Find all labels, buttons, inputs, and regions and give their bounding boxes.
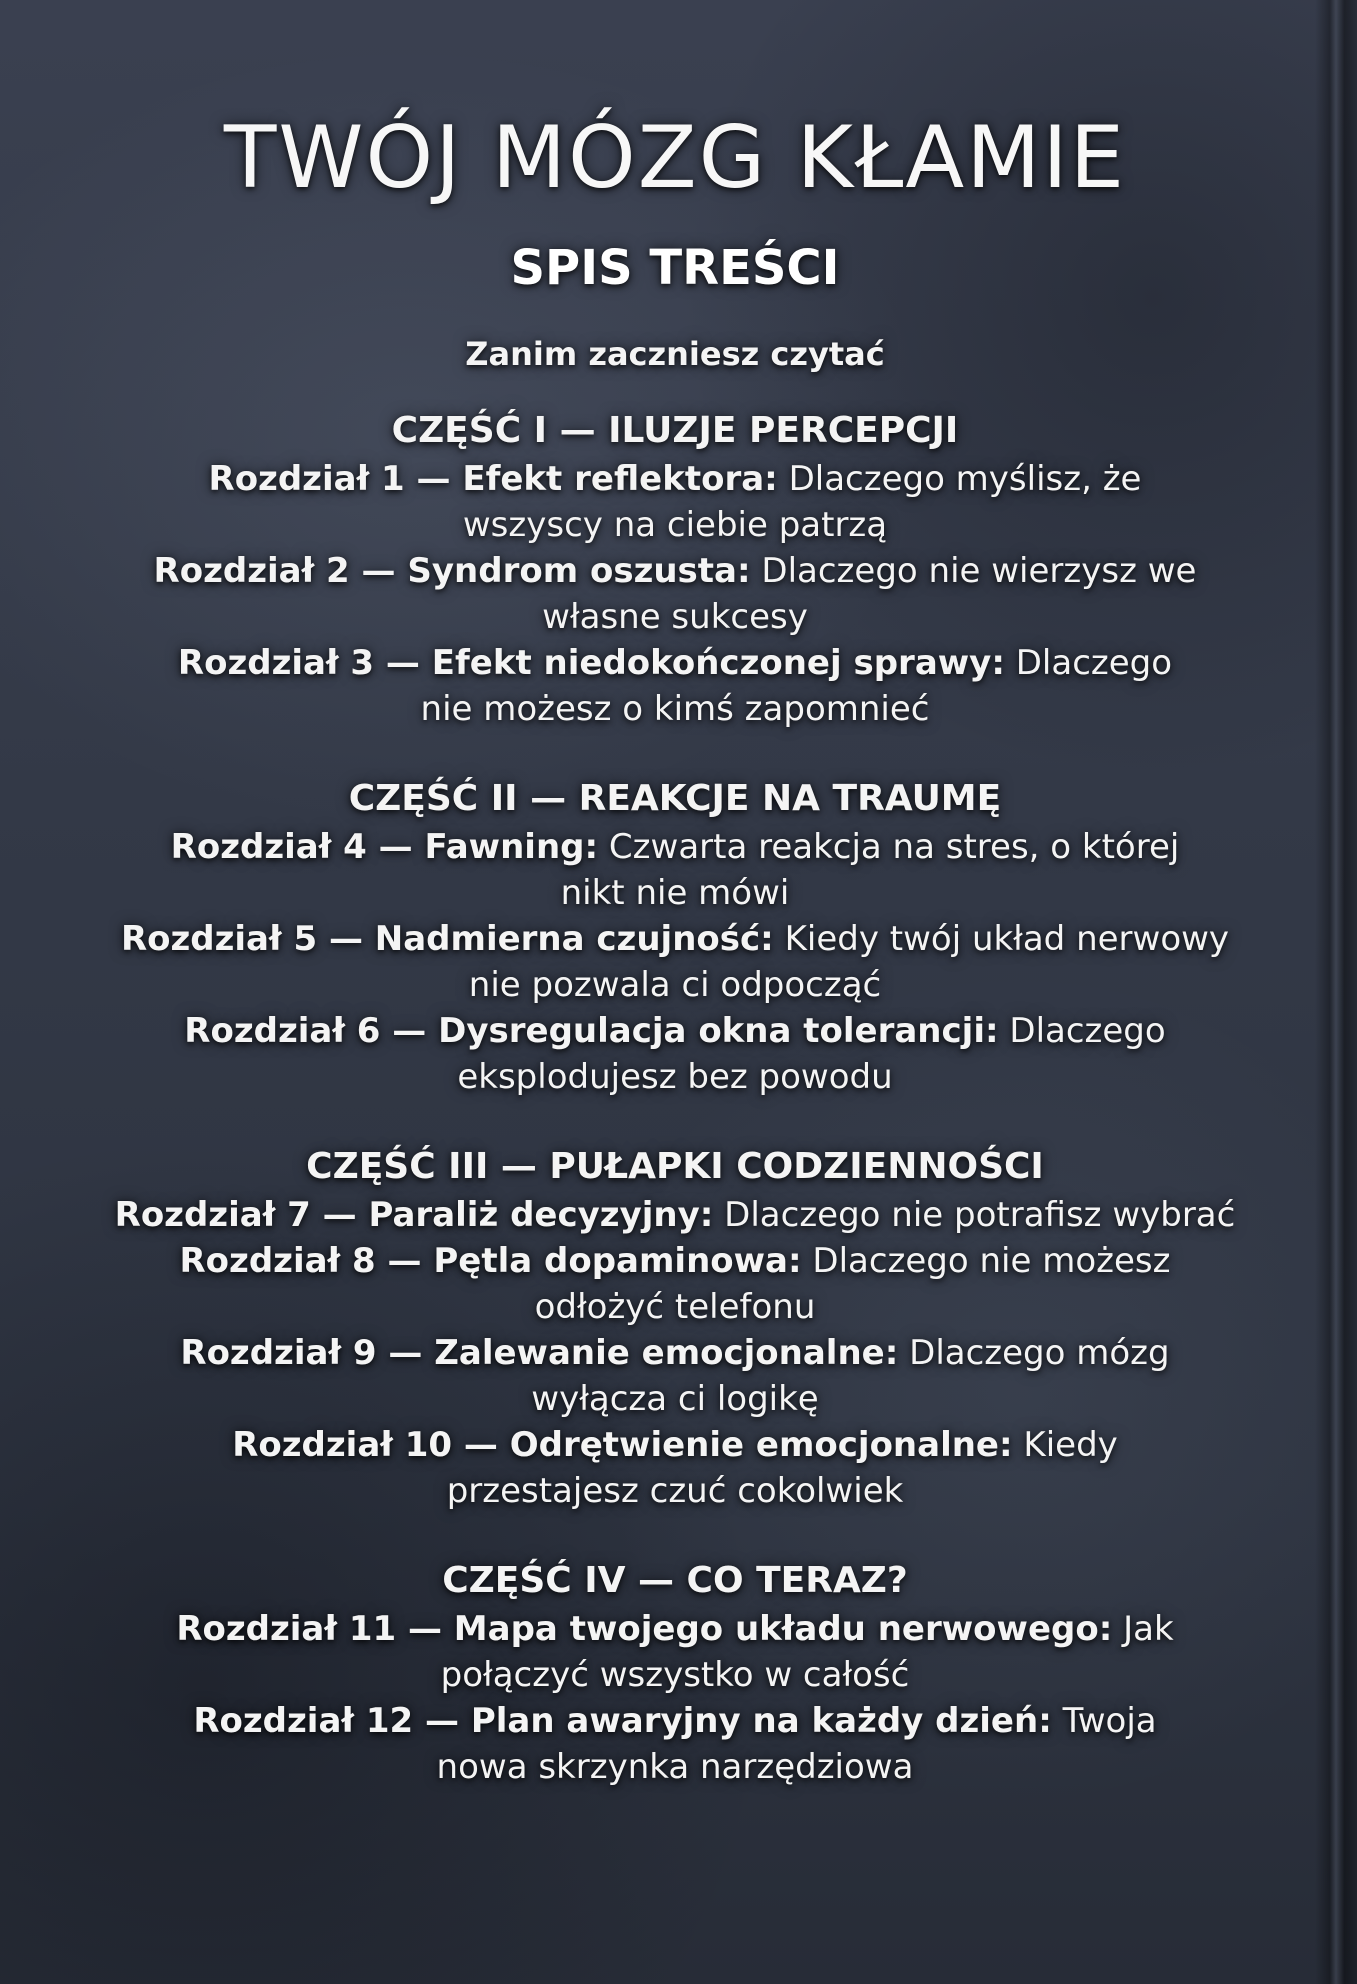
chapter-description: Dlaczego eksplodujesz bez powodu: [457, 1011, 1166, 1097]
part-title: CZĘŚĆ III — PUŁAPKI CODZIENNOŚCI: [306, 1146, 1044, 1187]
part-title: CZĘŚĆ I — ILUZJE PERCEPCJI: [391, 410, 959, 451]
chapter-description: Dlaczego nie wierzysz we własne sukcesy: [542, 551, 1197, 637]
chapter-entry: [115, 1330, 1235, 1422]
chapter-label: Rozdział 12 — Plan awaryjny na każdy dzień:: [193, 1701, 1052, 1741]
intro-entry: Zanim zaczniesz czytać: [465, 335, 885, 373]
part-1: [60, 406, 1290, 732]
chapter-description: Jak połączyć wszystko w całość: [440, 1609, 1174, 1695]
book-spine: [1315, 0, 1357, 1984]
part-3: [60, 1142, 1290, 1514]
chapter-label: Rozdział 8 — Pętla dopaminowa:: [179, 1241, 802, 1281]
toc-heading: SPIS TREŚCI: [510, 240, 840, 296]
part-title: CZĘŚĆ IV — CO TERAZ?: [442, 1560, 908, 1601]
chapter-description: Twoja nowa skrzynka narzędziowa: [436, 1701, 1157, 1787]
chapter-description: Dlaczego nie możesz odłożyć telefonu: [534, 1241, 1171, 1327]
chapter-label: Rozdział 10 — Odrętwienie emocjonalne:: [232, 1425, 1013, 1465]
chapter-description: Dlaczego nie potrafisz wybrać: [724, 1195, 1236, 1235]
part-title: CZĘŚĆ II — REAKCJE NA TRAUMĘ: [348, 778, 1002, 819]
book-title: TWÓJ MÓZG KŁAMIE: [223, 108, 1127, 208]
chapter-description: Dlaczego mózg wyłącza ci logikę: [531, 1333, 1170, 1419]
chapter-description: Dlaczego myślisz, że wszyscy na ciebie patrzą: [462, 459, 1142, 545]
chapter-entry: [115, 1606, 1235, 1698]
chapter-label: Rozdział 2 — Syndrom oszusta:: [153, 551, 751, 591]
chapter-entry: [150, 640, 1200, 732]
chapter-label: Rozdział 4 — Fawning:: [170, 827, 599, 867]
chapter-label: Rozdział 3 — Efekt niedokończonej sprawy:: [177, 643, 1005, 683]
chapter-label: Rozdział 1 — Efekt reflektora:: [208, 459, 778, 499]
chapter-entry: [85, 1192, 1265, 1238]
chapter-description: Czwarta reakcja na stres, o której nikt nie mówi: [560, 827, 1180, 913]
chapter-entry: [150, 1422, 1200, 1514]
chapter-label: Rozdział 6 — Dysregulacja okna tolerancji:: [184, 1011, 999, 1051]
chapter-description: Kiedy twój układ nerwowy nie pozwala ci odpocząć: [468, 919, 1230, 1005]
chapter-entry: [150, 548, 1200, 640]
part-2: [60, 774, 1290, 1100]
chapter-entry: [150, 1698, 1200, 1790]
chapter-description: Kiedy przestajesz czuć cokolwiek: [446, 1425, 1118, 1511]
table-of-contents-page: [60, 0, 1290, 1790]
chapter-label: Rozdział 5 — Nadmierna czujność:: [120, 919, 774, 959]
chapter-entry: [150, 1008, 1200, 1100]
chapter-entry: [150, 824, 1200, 916]
chapter-label: Rozdział 9 — Zalewanie emocjonalne:: [180, 1333, 899, 1373]
chapter-label: Rozdział 11 — Mapa twojego układu nerwowego:: [176, 1609, 1113, 1649]
chapter-label: Rozdział 7 — Paraliż decyzyjny:: [114, 1195, 714, 1235]
chapter-entry: [115, 1238, 1235, 1330]
chapter-description: Dlaczego nie możesz o kimś zapomnieć: [420, 643, 1173, 729]
part-4: [60, 1556, 1290, 1790]
chapter-entry: [150, 456, 1200, 548]
chapter-entry: [115, 916, 1235, 1008]
